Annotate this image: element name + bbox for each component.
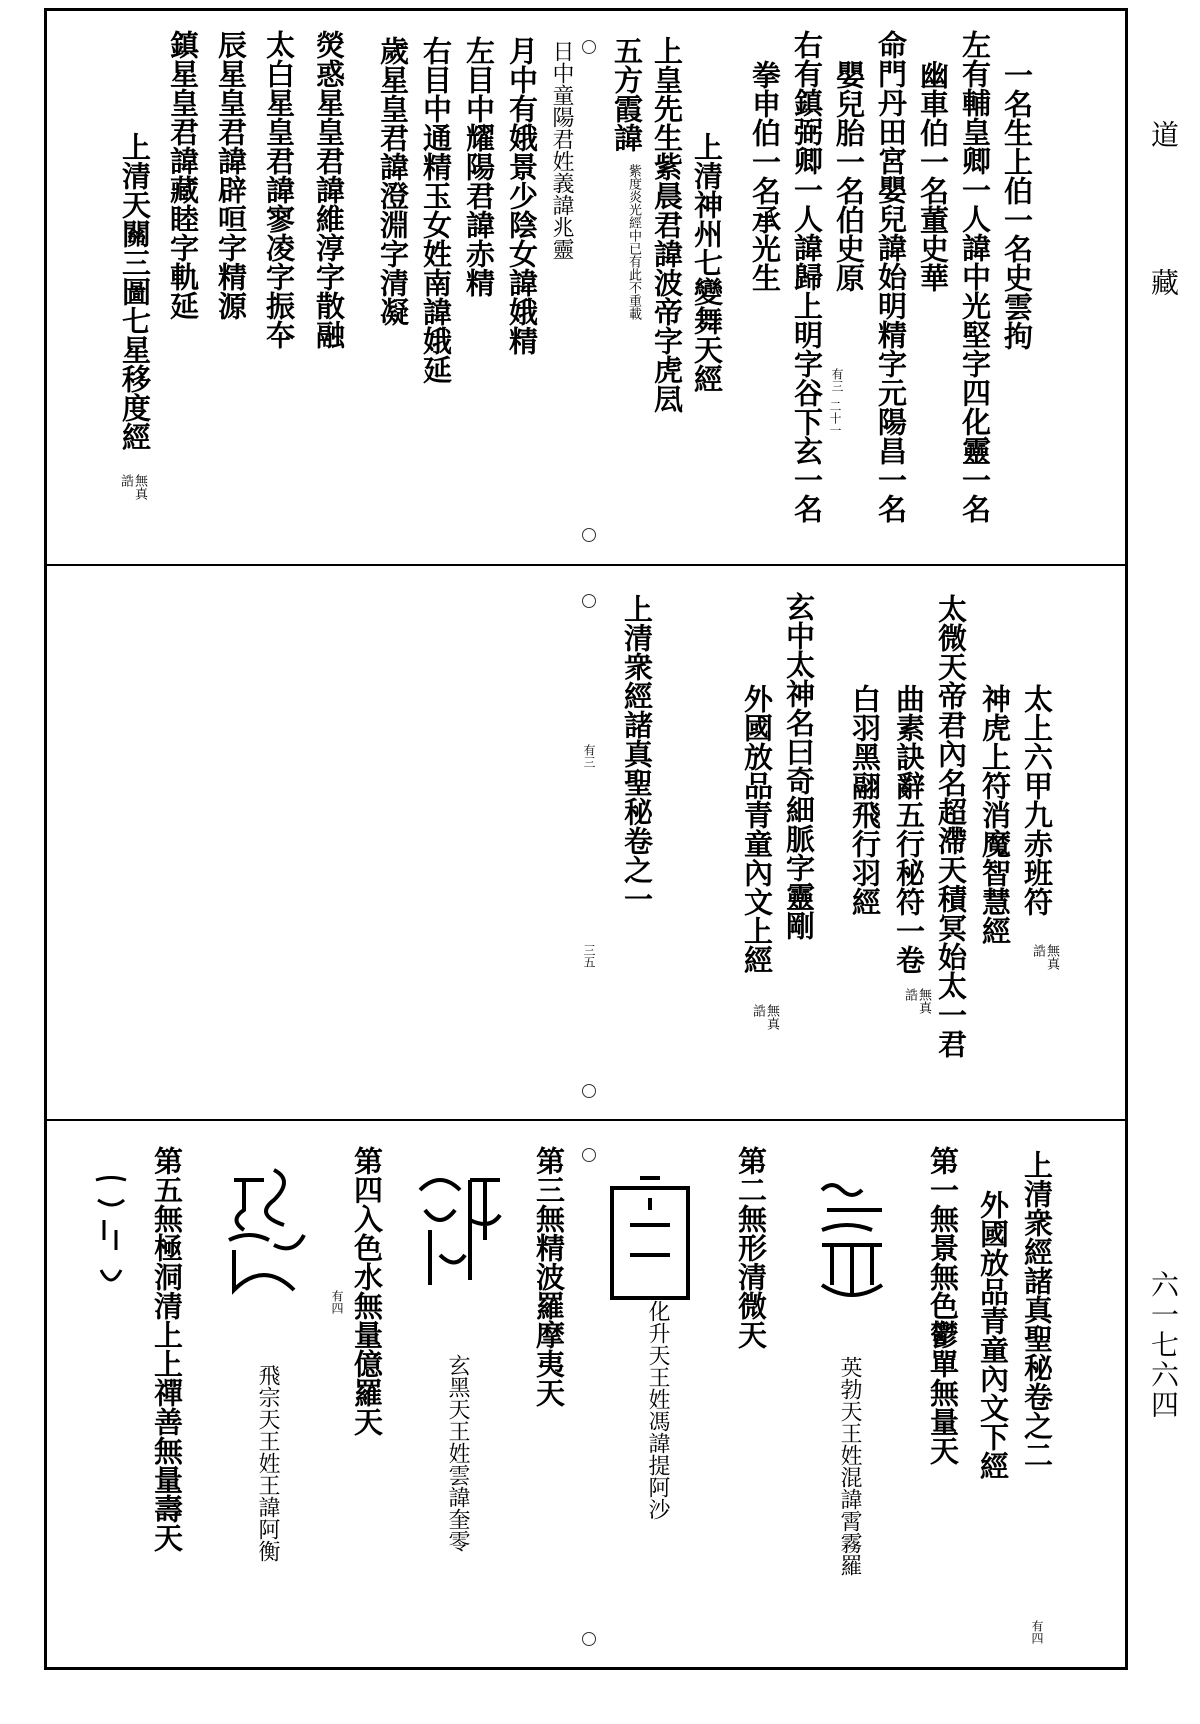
text-column: 辰星皇君諱辟咺字精源 (214, 30, 248, 320)
interlinear-note: 無真誥 (902, 988, 931, 1014)
binding-hole (582, 40, 596, 54)
text-column: 熒惑星皇君諱維淳字散融 (312, 30, 346, 349)
text-column: 英勃天王姓混諱霄霧羅 (837, 1356, 862, 1576)
seal-glyph-5 (86, 1170, 136, 1310)
panel-divider-1 (47, 564, 1125, 566)
margin-tag-mid: 藏 (1147, 268, 1180, 296)
text-column: 外國放品青童內文下經 (976, 1190, 1010, 1480)
text-column: 上皇先生紫晨君諱波帝字虎凨 (650, 36, 684, 413)
text-column: 拳申伯一名承光生 (748, 60, 782, 292)
binding-hole (582, 1148, 596, 1162)
margin-note: 三五 (582, 944, 596, 968)
binding-hole (582, 594, 596, 608)
interlinear-note: 無真誥 (1030, 944, 1059, 970)
text-column: 飛宗天王姓王諱阿衡 (255, 1364, 280, 1562)
text-column: 鎮星皇君諱藏睦字軌延 (166, 30, 200, 320)
text-column: 上清天關三圖七星移度經 (118, 132, 152, 451)
margin-note: 二十一 (828, 400, 842, 436)
margin-tag-top: 道 (1147, 120, 1180, 148)
interlinear-note: 無真誥 (118, 474, 147, 500)
text-column: 右目中通精玉女姓南諱娥延 (419, 36, 453, 384)
margin-note: 有三 (582, 744, 596, 768)
text-column: 五方霞諱 (610, 36, 644, 152)
text-column: 上清衆經諸真聖秘卷之一 (620, 594, 654, 913)
text-column: 太上六甲九赤班符 (1020, 684, 1054, 916)
margin-note: 有四 (330, 1290, 344, 1314)
text-column: 太白星皇君諱寥凌字振夲 (262, 30, 296, 349)
interlinear-note: 無真誥 (750, 1004, 779, 1030)
text-column: 化升天王姓馮諱提阿沙 (645, 1300, 670, 1520)
text-column: 第三無精波羅摩夷天 (532, 1146, 566, 1407)
text-column: 神虎上符消魔智慧經 (978, 684, 1012, 945)
page-number: 六一七六四 (1147, 1270, 1180, 1420)
interlinear-note: 紫度炎光經中已有此不重載 (626, 164, 641, 320)
text-column: 太微天帝君內名超滯天積冥始太一君 (934, 594, 968, 1058)
binding-hole (582, 528, 596, 542)
text-column: 日中童陽君姓義諱兆靈 (549, 40, 574, 260)
binding-hole (582, 1084, 596, 1098)
text-column: 第二無形清微天 (734, 1146, 768, 1349)
panel-divider-2 (47, 1119, 1125, 1121)
seal-glyph-3 (410, 1160, 510, 1300)
text-column: 曲素訣辭五行秘符一卷 (892, 684, 926, 974)
text-column: 左目中耀陽君諱赤精 (462, 36, 496, 297)
text-column: 右有鎮弼卿一人諱歸上明字谷下玄一名 (790, 30, 824, 523)
text-column: 上清神州七變舞天經 (690, 132, 724, 393)
text-column: 一名生上伯一名史雲拘 (1000, 60, 1034, 350)
binding-hole (582, 1632, 596, 1646)
margin-note: 有三 (830, 368, 844, 392)
text-column: 幽車伯一名董史華 (916, 60, 950, 292)
text-column: 白羽黑翮飛行羽經 (848, 684, 882, 916)
margin-note: 有四 (1030, 1620, 1044, 1644)
seal-glyph-2 (600, 1170, 700, 1320)
text-column: 第四入色水無量億羅天 (350, 1146, 384, 1436)
seal-glyph-1 (802, 1170, 902, 1310)
text-column: 第五無極洞清上上禪善無量壽天 (150, 1146, 184, 1552)
text-column: 第一無景無色鬱單無量天 (926, 1146, 960, 1465)
text-column: 上清衆經諸真聖秘卷之二 (1020, 1150, 1054, 1469)
text-column: 左有輔皇卿一人諱中光堅字四化靈一名 (958, 30, 992, 523)
text-column: 外國放品青童內文上經 (740, 684, 774, 974)
text-column: 歲星皇君諱澄淵字清凝 (376, 36, 410, 326)
text-column: 玄中太神名曰奇細脈字靈剛 (782, 592, 816, 940)
text-column: 月中有娥景少陰女諱娥精 (505, 36, 539, 355)
seal-glyph-4 (214, 1160, 314, 1300)
text-column: 命門丹田宮嬰兒諱始明精字元陽昌一名 (874, 30, 908, 523)
text-column: 嬰兒胎一名伯史原 (832, 60, 866, 292)
text-column: 玄黑天王姓雲諱奎零 (445, 1354, 470, 1552)
